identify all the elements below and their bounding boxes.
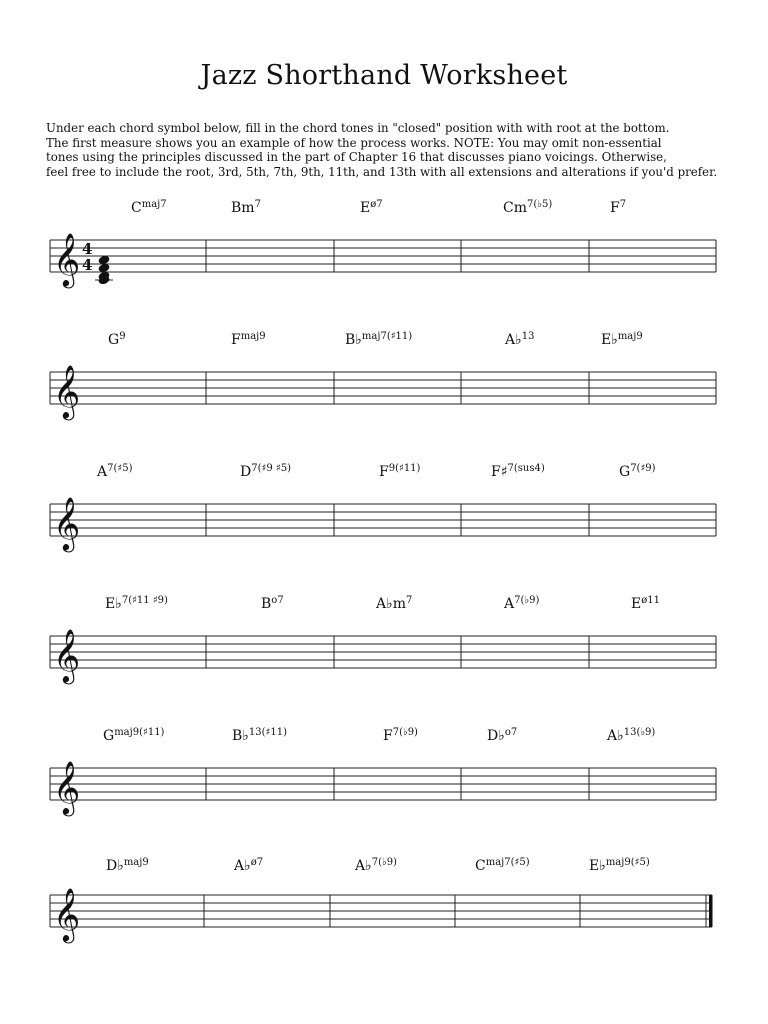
chord-root: A xyxy=(97,464,108,480)
chord-symbol xyxy=(607,728,655,744)
chord-extension: 7(♯5) xyxy=(107,463,133,474)
chord-root: A♭ xyxy=(355,858,372,874)
chord-extension: maj7(♯5) xyxy=(485,857,530,868)
chord-symbol xyxy=(631,596,660,612)
chord-root: D♭ xyxy=(106,858,124,874)
chord-extension: 7(sus4) xyxy=(507,463,545,474)
instructions-line: feel free to include the root, 3rd, 5th, 7th, 9th, 11th, and 13th with all extensions and alterations if you'd prefer. xyxy=(46,164,718,179)
staff-system xyxy=(0,332,768,442)
chord-extension: maj9(♯5) xyxy=(605,857,650,868)
chord-symbol xyxy=(231,332,266,348)
chord-extension: 9(♯11) xyxy=(388,463,421,474)
chord-symbol xyxy=(131,200,167,216)
chord-symbol xyxy=(108,332,126,348)
chord-extension: maj9 xyxy=(617,331,643,342)
chord-root: A♭ xyxy=(234,858,251,874)
chord-root: B♭ xyxy=(345,332,362,348)
chord-symbol xyxy=(261,596,284,612)
staff-system xyxy=(0,850,768,960)
chord-root: C xyxy=(475,858,486,874)
instructions-line: Under each chord symbol below, fill in the chord tones in "closed" position with with root at the bottom. xyxy=(46,121,670,135)
chord-root: F♯ xyxy=(491,464,508,480)
chord-symbol xyxy=(231,200,261,216)
chord-extension: o7 xyxy=(271,595,284,606)
chord-extension: 7(♭5) xyxy=(527,199,553,210)
chord-symbol xyxy=(360,200,383,216)
chord-extension: maj9 xyxy=(240,331,266,342)
chord-root: F xyxy=(610,200,620,216)
chord-root: B♭ xyxy=(232,728,249,744)
chord-root: E♭ xyxy=(105,596,122,612)
chord-extension: 13 xyxy=(521,331,535,342)
chord-root: G xyxy=(619,464,631,480)
music-staff xyxy=(0,883,768,953)
chord-symbol xyxy=(345,332,412,348)
chord-symbol xyxy=(383,728,418,744)
chord-symbol xyxy=(491,464,545,480)
chord-symbol xyxy=(505,332,534,348)
instructions-line: tones using the principles discussed in the part of Chapter 16 that discusses piano voicings. Otherwise, xyxy=(46,150,667,165)
chord-symbol xyxy=(240,464,291,480)
treble-clef-icon: 𝄞 xyxy=(53,886,81,941)
chord-extension: 7 xyxy=(406,595,413,606)
final-barline-thick xyxy=(709,895,713,927)
chord-root: A♭m xyxy=(376,596,406,612)
chord-root: A♭ xyxy=(505,332,522,348)
instructions xyxy=(46,121,736,179)
chord-root: F xyxy=(379,464,389,480)
music-staff xyxy=(0,228,768,298)
chord-root: Cm xyxy=(503,200,527,216)
music-staff xyxy=(0,756,768,826)
treble-clef-icon: 𝄞 xyxy=(53,496,81,550)
chord-symbol xyxy=(589,858,650,874)
chord-extension: 13(♭9) xyxy=(623,727,656,738)
chord-extension: 7 xyxy=(619,199,627,210)
treble-clef-icon: 𝄞 xyxy=(53,232,81,286)
chord-root: C xyxy=(131,200,142,216)
chord-extension: ø11 xyxy=(641,595,660,606)
chord-symbol xyxy=(504,596,539,612)
chord-extension: 7(♭9) xyxy=(514,595,540,606)
chord-extension: maj7(♯11) xyxy=(361,331,413,342)
chord-extension: ø7 xyxy=(250,857,264,868)
chord-extension: 7(♯9 ♯5) xyxy=(251,463,291,474)
treble-clef-icon: 𝄞 xyxy=(53,628,81,682)
chord-extension: o7 xyxy=(504,727,518,738)
chord-root: E xyxy=(631,596,642,612)
chord-extension: maj7 xyxy=(141,199,167,210)
chord-symbol xyxy=(610,200,626,216)
chord-symbol xyxy=(376,596,412,612)
chord-extension: 7(♯9) xyxy=(630,463,656,474)
treble-clef-icon: 𝄞 xyxy=(53,364,81,418)
chord-root: F xyxy=(231,332,241,348)
chord-root: D♭ xyxy=(487,728,505,744)
staff-system xyxy=(0,728,768,838)
chord-root: A xyxy=(504,596,515,612)
chord-root: E xyxy=(360,200,371,216)
music-staff xyxy=(0,360,768,430)
staff-system xyxy=(0,464,768,574)
chord-symbol xyxy=(105,596,168,612)
chord-extension: maj9 xyxy=(123,857,149,868)
chord-extension: 7 xyxy=(254,199,261,210)
chord-root: D xyxy=(240,464,252,480)
chord-symbol xyxy=(97,464,133,480)
time-signature-bottom: 4 xyxy=(82,256,93,274)
chord-symbol xyxy=(601,332,643,348)
chord-symbol xyxy=(103,728,164,744)
chord-root: F xyxy=(383,728,393,744)
chord-extension: ø7 xyxy=(370,199,383,210)
chord-root: G xyxy=(103,728,115,744)
treble-clef-icon: 𝄞 xyxy=(53,760,81,814)
chord-symbol xyxy=(232,728,287,744)
instructions-line: The first measure shows you an example of how the process works. NOTE: You may omit non-essential xyxy=(46,135,662,150)
music-staff xyxy=(0,492,768,562)
chord-symbol xyxy=(355,858,397,874)
chord-symbol xyxy=(503,200,552,216)
chord-root: A♭ xyxy=(607,728,624,744)
chord-extension: 9 xyxy=(119,331,126,342)
chord-root: E♭ xyxy=(601,332,618,348)
page-title: Jazz Shorthand Worksheet xyxy=(200,60,568,91)
time-signature-top: 4 xyxy=(82,240,93,258)
chord-symbol xyxy=(106,858,149,874)
music-staff xyxy=(0,624,768,694)
chord-symbol xyxy=(487,728,517,744)
chord-root: Bm xyxy=(231,200,255,216)
staff-system xyxy=(0,200,768,310)
chord-symbol xyxy=(379,464,420,480)
chord-extension: 13(♯11) xyxy=(248,727,287,738)
chord-extension: maj9(♯11) xyxy=(114,727,165,738)
chord-extension: 7(♭9) xyxy=(392,727,418,738)
chord-symbol xyxy=(234,858,263,874)
chord-extension: 7(♭9) xyxy=(371,857,397,868)
staff-system xyxy=(0,596,768,706)
chord-symbol xyxy=(619,464,656,480)
chord-root: E♭ xyxy=(589,858,606,874)
chord-symbol xyxy=(475,858,530,874)
chord-root: B xyxy=(261,596,272,612)
chord-extension: 7(♯11 ♯9) xyxy=(121,595,168,606)
chord-root: G xyxy=(108,332,120,348)
